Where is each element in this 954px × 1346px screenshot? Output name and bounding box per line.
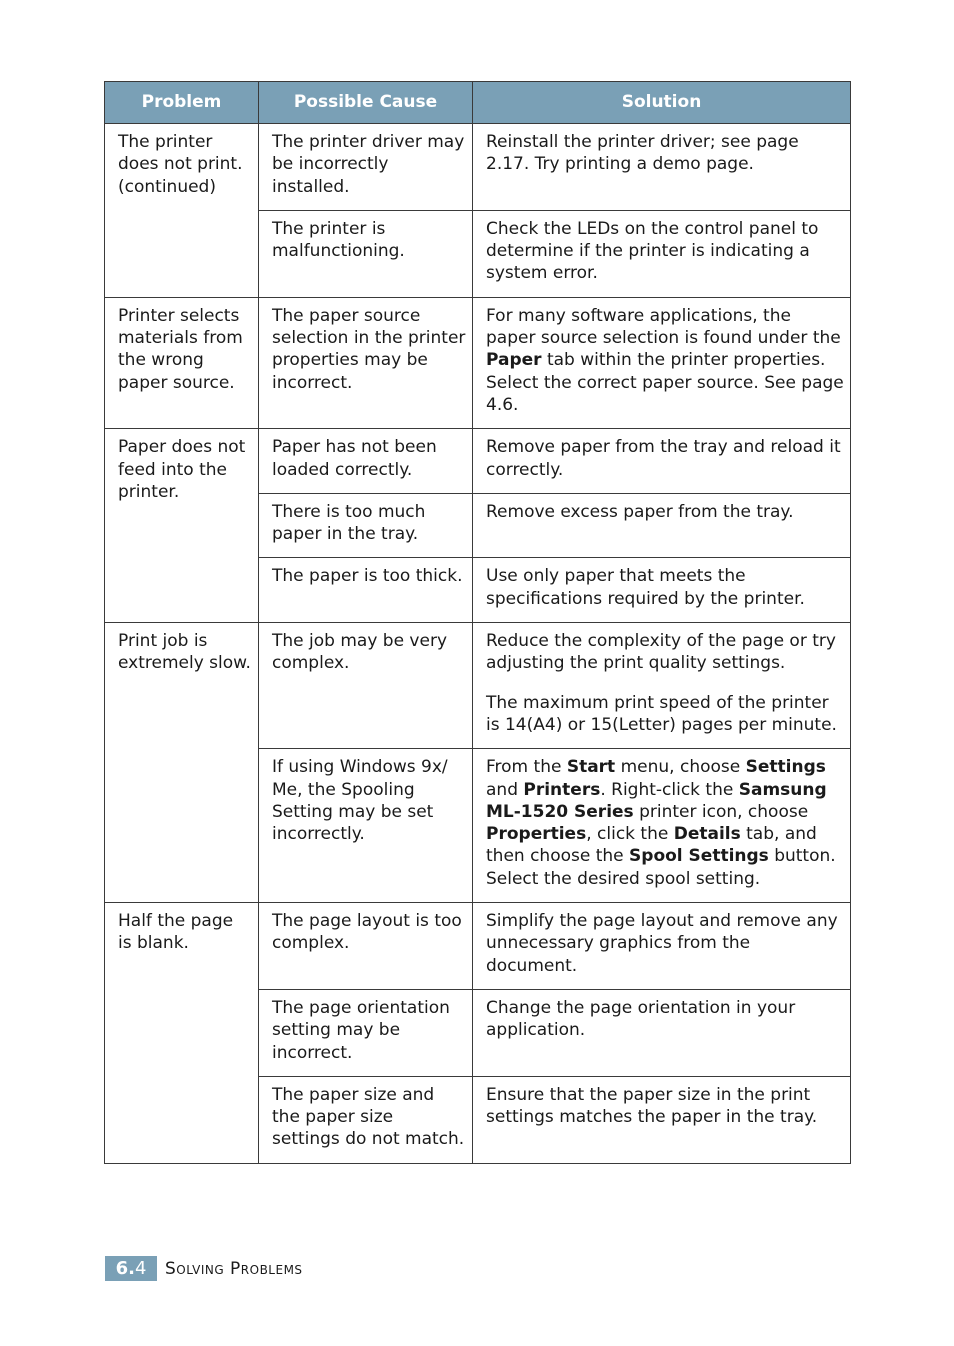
solution-text: Use only paper that meets the specifications required by the printer. (486, 566, 805, 609)
table-row (105, 124, 851, 211)
solution-cell (473, 558, 851, 623)
solution-text: and (486, 779, 524, 800)
solution-text: button. Select the desired spool setting. (486, 846, 836, 889)
solution-paragraph (486, 1084, 844, 1129)
cause-cell: The printer driver may be incorrectly installed. (259, 124, 473, 211)
solution-text: , click the (586, 824, 674, 845)
solution-paragraph (486, 756, 844, 890)
cause-cell: The paper is too thick. (259, 558, 473, 623)
header-possible-cause: Possible Cause (259, 82, 473, 124)
cause-cell: The page layout is too complex. (259, 903, 473, 990)
solution-paragraph (486, 910, 844, 977)
problem-cell: Printer selects materials from the wrong paper source. (105, 297, 259, 428)
page-number-badge (105, 1256, 157, 1281)
table-row (105, 297, 851, 428)
solution-emphasis: Settings (745, 757, 826, 778)
solution-text: Remove paper from the tray and reload it correctly. (486, 437, 841, 480)
solution-text: The maximum print speed of the printer is 14(A4) or 15(Letter) pages per minute. (486, 692, 837, 735)
solution-emphasis: Properties (486, 824, 587, 845)
chapter-number: 6. (115, 1258, 135, 1279)
cause-cell: If using Windows 9x/ Me, the Spooling Setting may be set incorrectly. (259, 749, 473, 903)
problem-cell: Paper does not feed into the printer. (105, 429, 259, 623)
solution-emphasis: Spool Settings (629, 846, 769, 867)
solution-text: Reduce the complexity of the page or try adjusting the print quality settings. (486, 631, 836, 674)
solution-text: Reinstall the printer driver; see page 2.17. Try printing a demo page. (486, 132, 799, 175)
solution-paragraph (486, 997, 844, 1042)
solution-text: printer icon, choose (633, 801, 809, 822)
table-row (105, 903, 851, 990)
header-solution: Solution (473, 82, 851, 124)
troubleshooting-table (104, 81, 851, 1164)
solution-cell (473, 749, 851, 903)
solution-paragraph (486, 630, 844, 675)
table-row (105, 623, 851, 749)
page-number: 4 (134, 1258, 147, 1279)
solution-paragraph (486, 692, 844, 737)
cause-cell: There is too much paper in the tray. (259, 493, 473, 558)
solution-text: For many software applications, the paper source selection is found under the (486, 305, 841, 349)
solution-text: Remove excess paper from the tray. (486, 501, 794, 522)
solution-cell (473, 210, 851, 297)
solution-cell (473, 623, 851, 749)
solution-paragraph (486, 436, 844, 481)
solution-cell (473, 1076, 851, 1163)
cause-cell: The paper size and the paper size settings do not match. (259, 1076, 473, 1163)
page-footer (105, 1256, 303, 1281)
solution-text: Simplify the page layout and remove any unnecessary graphics from the document. (486, 911, 838, 976)
solution-text: Check the LEDs on the control panel to determine if the printer is indicating a system error. (486, 218, 819, 284)
solution-text: menu, choose (615, 757, 746, 778)
solution-cell (473, 297, 851, 428)
solution-emphasis: Details (673, 824, 741, 845)
solution-paragraph (486, 131, 844, 176)
solution-text: tab, and then choose the (486, 824, 817, 867)
table-body (105, 124, 851, 1164)
solution-text: Change the page orientation in your application. (486, 997, 796, 1041)
solution-paragraph (486, 565, 844, 610)
solution-cell (473, 429, 851, 494)
solution-text: . Right-click the (600, 779, 739, 800)
problem-cell: Print job is extremely slow. (105, 623, 259, 903)
problem-cell: The printer does not print. (continued) (105, 124, 259, 298)
solution-emphasis: Start (566, 757, 616, 778)
solution-paragraph (486, 501, 844, 523)
cause-cell: The page orientation setting may be incorrect. (259, 989, 473, 1076)
cause-cell: The printer is malfunctioning. (259, 210, 473, 297)
solution-emphasis: Paper (486, 350, 542, 371)
problem-cell: Half the page is blank. (105, 903, 259, 1164)
solution-text: From the (486, 757, 567, 778)
cause-cell: The job may be very complex. (259, 623, 473, 749)
header-problem: Problem (105, 82, 259, 124)
solution-cell (473, 903, 851, 990)
cause-cell: Paper has not been loaded correctly. (259, 429, 473, 494)
cause-cell: The paper source selection in the printer properties may be incorrect. (259, 297, 473, 428)
solution-cell (473, 493, 851, 558)
solution-paragraph (486, 305, 844, 416)
solution-text: tab within the printer properties. Select the correct paper source. See page 4.6. (486, 350, 844, 415)
table-row (105, 429, 851, 494)
solution-cell (473, 989, 851, 1076)
solution-paragraph (486, 218, 844, 285)
solution-cell (473, 124, 851, 211)
section-title: Solving Problems (165, 1258, 303, 1279)
solution-text: Ensure that the paper size in the print settings matches the paper in the tray. (486, 1084, 818, 1128)
solution-emphasis: Samsung ML-1520 Series (486, 779, 827, 822)
table-header-row (105, 82, 851, 124)
solution-emphasis: Printers (523, 779, 601, 800)
